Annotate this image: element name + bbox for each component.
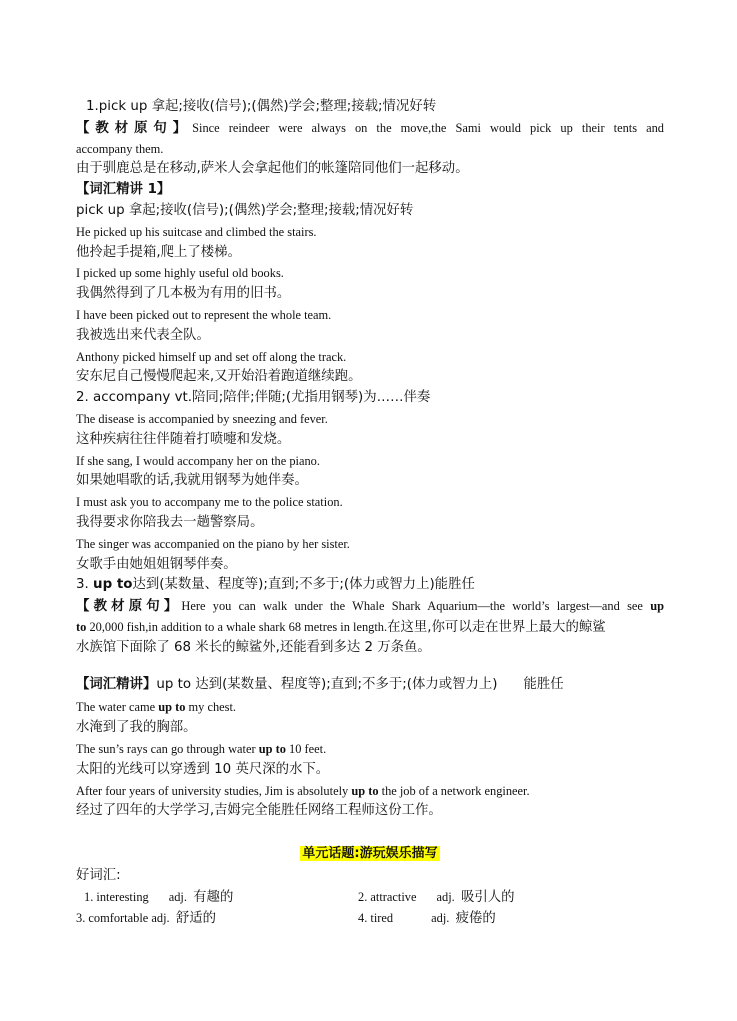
word-meaning: 有趣的 [193,889,234,905]
s1-source-en-2: accompany them. [76,141,164,156]
s3-num: 3. [76,577,89,593]
s2-ex2-en: If she sang, I would accompany her on the piano. [76,453,320,468]
topic-words-row-1 [76,888,664,909]
s3-ex3-en [76,782,664,803]
s3-source-en-1b: up [650,599,664,614]
s3-ex1-en-a: The water came [76,700,156,715]
s3-ex3-en-c: the job of a network engineer. [381,783,530,798]
word-num: 1. [84,889,94,904]
s3-heading [76,576,664,597]
s2-ex1-zh: 这种疾病往往伴随着打喷嚏和发烧。 [76,431,291,447]
s3-source-en-2b: 20,000 fish,in addition to a whale shark 68 metres in length. [89,619,388,634]
s3-source-line-1 [76,597,664,618]
s1-heading: 1.pick up 拿起;接收(信号);(偶然)学会;整理;接载;情况好转 [86,99,437,114]
word-num: 3. [76,910,86,925]
topic-words-row-2 [76,909,664,930]
s1-source-en-1: Since reindeer were always on the move,the Sami would pick up their tents and [192,120,665,135]
s1-ex3-zh: 我被选出来代表全队。 [76,327,210,343]
s1-source-label: 【教材原句】 [76,120,193,136]
word-term: interesting [96,889,149,904]
document-page [76,98,664,929]
s3-ex3-zh: 经过了四年的大学学习,吉姆完全能胜任网络工程师这份工作。 [76,803,442,819]
s2-ex3-zh: 我得要求你陪我去一趟警察局。 [76,514,264,530]
s1-ex2-en: I picked up some highly useful old books. [76,266,284,281]
s3-ex2-zh: 太阳的光线可以穿透到 10 英尺深的水下。 [76,761,330,777]
s3-ex3-en-a: After four years of university studies, Jim is absolutely [76,783,349,798]
word-term: attractive [370,889,417,904]
s1-vocab-def: pick up 拿起;接收(信号);(偶然)学会;整理;接载;情况好转 [76,202,414,218]
s3-vocab-label: 【词汇精讲】 [76,676,157,692]
s1-source-line-1 [76,119,664,140]
s2-ex2-zh: 如果她唱歌的话,我就用钢琴为她伴奏。 [76,473,308,489]
s2-heading: 2. accompany vt.陪同;陪伴;伴随;(尤指用钢琴)为……伴奏 [76,390,431,406]
s3-source-label: 【教材原句】 [76,599,182,615]
s3-vocab-def: up to 达到(某数量、程度等);直到;不多于;(体力或智力上) [156,676,498,692]
word-item-1 [76,890,358,909]
s3-vocab-line [76,676,664,697]
s3-source-zh-2: 在这里,你可以走在世界上最大的鲸鲨 [387,619,606,635]
topic-title-row [76,845,664,867]
word-pos: adj. [431,910,450,925]
s3-heading-term: up to [93,577,133,593]
word-num: 2. [358,889,368,904]
s1-ex4-zh: 安东尼自己慢慢爬起来,又开始沿着跑道继续跑。 [76,369,362,385]
s3-vocab-def-tail: 能胜任 [523,676,564,692]
s3-ex1-zh: 水淹到了我的胸部。 [76,720,197,736]
s1-ex4-en: Anthony picked himself up and set off along the track. [76,349,347,364]
s1-source-zh: 由于驯鹿总是在移动,萨米人会拿起他们的帐篷陪同他们一起移动。 [76,161,469,177]
word-item-3 [76,911,358,930]
s2-ex1-en: The disease is accompanied by sneezing and fever. [76,411,328,426]
word-pos: adj. [436,889,455,904]
s2-ex3-en: I must ask you to accompany me to the police station. [76,495,343,510]
s3-source-en-1a: Here you can walk under the Whale Shark Aquarium—the world’s largest—and see [181,599,643,614]
word-meaning: 疲倦的 [455,910,496,926]
word-pos: adj. [168,889,187,904]
word-item-4 [358,911,664,930]
s3-source-en-2a: to [76,619,87,634]
s1-ex1-en: He picked up his suitcase and climbed the stairs. [76,224,317,239]
s1-ex2-zh: 我偶然得到了几本极为有用的旧书。 [76,286,291,302]
s3-source-zh-3: 水族馆下面除了 68 米长的鲸鲨外,还能看到多达 2 万条鱼。 [76,639,431,655]
topic-title: 单元话题:游玩娱乐描写 [302,846,438,862]
s1-ex1-zh: 他拎起手提箱,爬上了楼梯。 [76,244,241,260]
word-item-2 [358,890,664,909]
s3-ex1-en-term: up to [158,700,186,715]
s3-ex2-en-a: The sun’s rays can go through water [76,741,256,756]
s3-heading-def: 达到(某数量、程度等);直到;不多于;(体力或智力上)能胜任 [132,577,475,593]
word-num: 4. [358,910,368,925]
word-term: comfortable [88,910,149,925]
word-meaning: 舒适的 [175,910,217,926]
s3-ex2-en [76,740,664,761]
s3-ex1-en-c: my chest. [188,700,237,715]
s3-ex3-en-term: up to [351,783,379,798]
s3-ex1-en [76,698,664,719]
topic-words-label: 好词汇: [76,868,121,884]
s3-source-line-2 [76,618,664,639]
word-pos: adj. [151,910,170,925]
word-meaning: 吸引人的 [460,889,515,905]
s3-ex2-en-c: 10 feet. [289,741,327,756]
s3-ex2-en-term: up to [258,741,286,756]
s2-ex4-en: The singer was accompanied on the piano by her sister. [76,536,350,551]
s2-ex4-zh: 女歌手由她姐姐钢琴伴奏。 [76,556,237,572]
s1-ex3-en: I have been picked out to represent the whole team. [76,307,332,322]
s1-vocab-label: 【词汇精讲 1】 [76,182,171,198]
word-term: tired [370,910,394,925]
